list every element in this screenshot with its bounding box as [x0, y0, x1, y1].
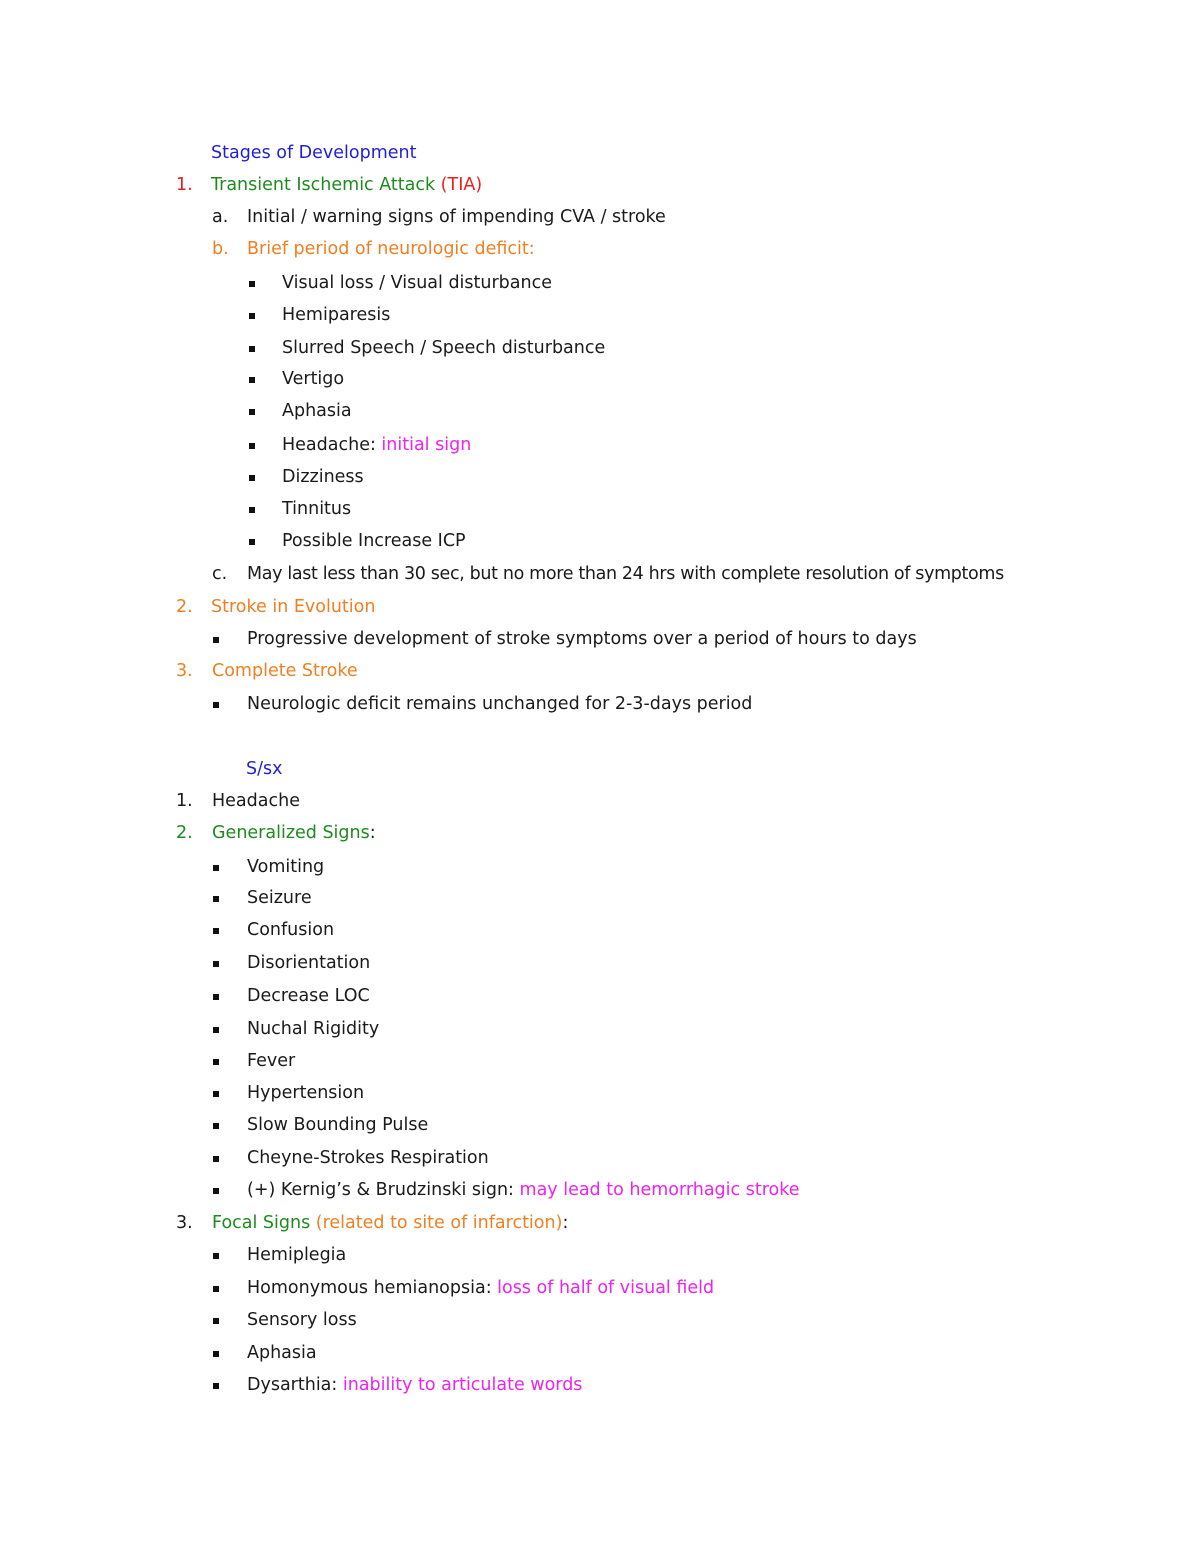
section-heading-ssx: S/sx	[246, 759, 283, 779]
bullet-marker	[213, 896, 219, 902]
bullet-marker	[213, 1188, 219, 1194]
bullet-marker	[249, 539, 255, 545]
bullet-marker	[213, 1123, 219, 1129]
bullet-text: (+) Kernig’s & Brudzinski sign:	[247, 1180, 514, 1200]
bullet-marker	[213, 1286, 219, 1292]
bullet-note: may lead to hemorrhagic stroke	[513, 1180, 800, 1200]
item-suffix: :	[562, 1213, 569, 1233]
list-letter: c.	[212, 564, 228, 584]
list-item-evolution: Stroke in Evolution	[211, 597, 376, 617]
bullet-item: Slurred Speech / Speech disturbance	[282, 338, 606, 358]
bullet-marker	[249, 409, 255, 415]
item-label: Focal Signs	[212, 1213, 311, 1233]
bullet-item: Hemiparesis	[282, 305, 391, 325]
bullet-marker	[213, 702, 219, 708]
bullet-marker	[213, 994, 219, 1000]
bullet-item: Nuchal Rigidity	[247, 1019, 380, 1039]
bullet-item: Neurologic deficit remains unchanged for 2-3-days period	[247, 694, 753, 714]
bullet-marker	[249, 475, 255, 481]
list-item-complete: Complete Stroke	[212, 661, 358, 681]
bullet-marker	[249, 507, 255, 513]
bullet-item: Seizure	[247, 888, 312, 908]
list-item-text: May last less than 30 sec, but no more than 24 hrs with complete resolution of symptoms	[247, 564, 1004, 584]
bullet-marker	[249, 377, 255, 383]
list-number: 3.	[176, 1213, 193, 1233]
bullet-marker	[213, 1253, 219, 1259]
bullet-marker	[213, 1383, 219, 1389]
list-number: 1.	[176, 175, 193, 195]
bullet-item: Vomiting	[247, 857, 325, 877]
bullet-item: Dizziness	[282, 467, 364, 487]
bullet-item	[247, 1277, 714, 1299]
bullet-item: Cheyne-Strokes Respiration	[247, 1148, 489, 1168]
bullet-item	[282, 434, 471, 456]
bullet-marker	[249, 443, 255, 449]
bullet-item: Fever	[247, 1051, 296, 1071]
bullet-marker	[249, 281, 255, 287]
bullet-marker	[249, 313, 255, 319]
bullet-item: Hemiplegia	[247, 1245, 347, 1265]
bullet-item: Visual loss / Visual disturbance	[282, 273, 552, 293]
bullet-marker	[213, 1091, 219, 1097]
list-number: 1.	[176, 791, 193, 811]
bullet-item: Tinnitus	[282, 499, 352, 519]
bullet-note: initial sign	[375, 435, 472, 455]
bullet-text: Dysarthia:	[247, 1375, 338, 1395]
bullet-marker	[213, 928, 219, 934]
bullet-item: Slow Bounding Pulse	[247, 1115, 429, 1135]
list-letter: a.	[212, 207, 229, 227]
bullet-item: Disorientation	[247, 953, 371, 973]
bullet-item: Possible Increase ICP	[282, 531, 466, 551]
section-heading-stages: Stages of Development	[211, 143, 417, 163]
list-item-text: Brief period of neurologic deficit:	[247, 239, 535, 259]
item-suffix: :	[369, 823, 376, 843]
list-number: 2.	[176, 823, 193, 843]
bullet-text: Headache:	[282, 435, 376, 455]
list-item-tia	[211, 174, 482, 196]
item-label: Generalized Signs	[212, 823, 370, 843]
bullet-note: inability to articulate words	[337, 1375, 583, 1395]
bullet-marker	[213, 1059, 219, 1065]
bullet-item: Progressive development of stroke symptoms over a period of hours to days	[247, 629, 917, 649]
bullet-marker	[213, 961, 219, 967]
bullet-note: loss of half of visual field	[491, 1278, 715, 1298]
bullet-item	[247, 1179, 800, 1201]
bullet-marker	[213, 1318, 219, 1324]
bullet-item: Aphasia	[247, 1343, 317, 1363]
bullet-text: Homonymous hemianopsia:	[247, 1278, 492, 1298]
bullet-item	[247, 1374, 582, 1396]
bullet-item: Vertigo	[282, 369, 345, 389]
item-label-extra: (related to site of infarction)	[310, 1213, 563, 1233]
item-label-extra: (TIA)	[435, 175, 483, 195]
list-letter: b.	[212, 239, 229, 259]
bullet-item: Sensory loss	[247, 1310, 357, 1330]
bullet-item: Decrease LOC	[247, 986, 370, 1006]
list-item-generalized	[212, 822, 376, 844]
list-number: 2.	[176, 597, 193, 617]
bullet-marker	[213, 637, 219, 643]
bullet-marker	[249, 346, 255, 352]
bullet-marker	[213, 1156, 219, 1162]
list-number: 3.	[176, 661, 193, 681]
bullet-marker	[213, 865, 219, 871]
list-item-headache: Headache	[212, 791, 300, 811]
bullet-marker	[213, 1351, 219, 1357]
list-item-text: Initial / warning signs of impending CVA / stroke	[247, 207, 666, 227]
bullet-item: Hypertension	[247, 1083, 365, 1103]
bullet-item: Aphasia	[282, 401, 352, 421]
bullet-item: Confusion	[247, 920, 335, 940]
item-label: Transient Ischemic Attack	[211, 175, 436, 195]
list-item-focal	[212, 1212, 568, 1234]
bullet-marker	[213, 1027, 219, 1033]
